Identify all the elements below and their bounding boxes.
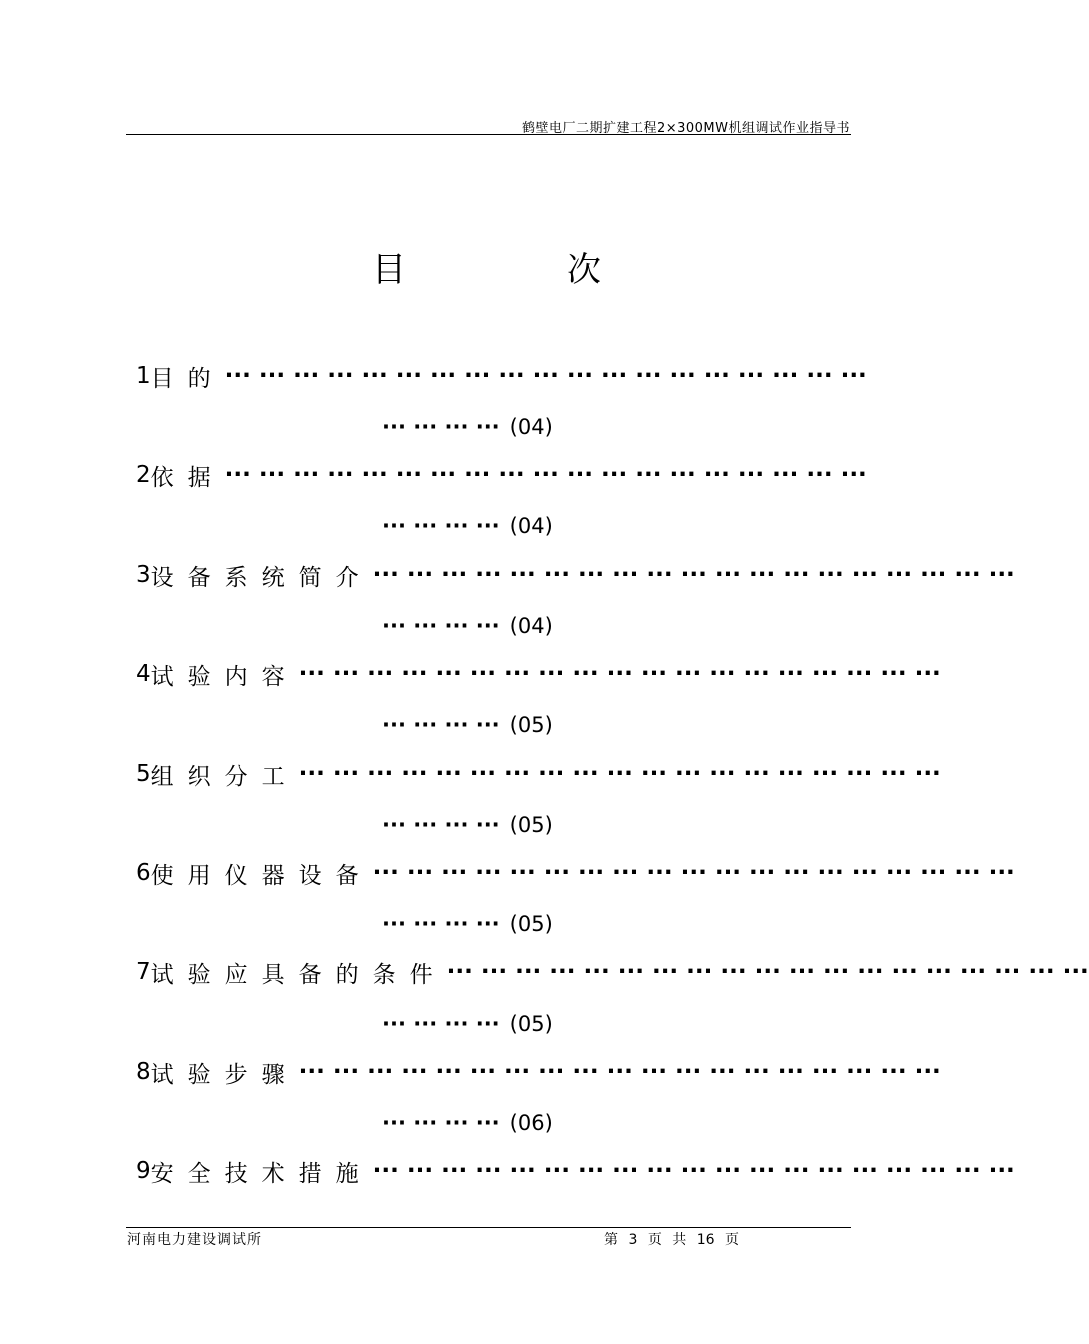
toc-page-dots: ··· ··· ··· ··· <box>382 415 500 439</box>
toc-page-number: (05) <box>509 1012 553 1036</box>
toc-leader-dots: ··· ··· ··· ··· ··· ··· ··· ··· ··· ··· ··· ··· ··· ··· ··· ··· ··· ··· ··· <box>298 1059 941 1085</box>
toc-leader-dots: ··· ··· ··· ··· ··· ··· ··· ··· ··· ··· ··· ··· ··· ··· ··· ··· ··· ··· ··· <box>446 959 1089 985</box>
toc-leader-dots: ··· ··· ··· ··· ··· ··· ··· ··· ··· ··· ··· ··· ··· ··· ··· ··· ··· ··· ··· <box>224 462 867 488</box>
toc-leader-dots: ··· ··· ··· ··· ··· ··· ··· ··· ··· ··· ··· ··· ··· ··· ··· ··· ··· ··· ··· <box>372 860 1015 886</box>
title-char-1: 目 <box>372 250 406 290</box>
footer-page-info <box>604 1229 745 1249</box>
footer-organization: 河南电力建设调试所 <box>127 1232 262 1248</box>
toc-label: 目的 <box>150 365 225 392</box>
toc-label: 依据 <box>150 464 225 491</box>
toc-label: 安全技术措施 <box>150 1160 373 1187</box>
toc-number: 3 <box>136 562 151 588</box>
toc-page-dots: ··· ··· ··· ··· <box>382 514 500 538</box>
toc-label: 试验应具备的条件 <box>150 961 447 988</box>
toc-number: 6 <box>136 860 151 886</box>
toc-page-line-8 <box>382 1108 553 1138</box>
toc-page-dots: ··· ··· ··· ··· <box>382 614 500 638</box>
footer-page-number: 3 <box>628 1232 638 1248</box>
toc-entry-6[interactable] <box>136 858 1015 889</box>
document-title <box>0 242 950 290</box>
toc-label: 设备系统简介 <box>150 564 373 591</box>
toc-number: 8 <box>136 1059 151 1085</box>
toc-page-dots: ··· ··· ··· ··· <box>382 1012 500 1036</box>
toc-label: 试验步骤 <box>150 1061 299 1088</box>
toc-page-line-6 <box>382 909 553 939</box>
toc-page-line-7 <box>382 1009 553 1039</box>
toc-page-dots: ··· ··· ··· ··· <box>382 912 500 936</box>
header-title: 鹤壁电厂二期扩建工程2×300MW机组调试作业指导书 <box>521 121 850 136</box>
toc-page-number: (04) <box>509 614 553 638</box>
toc-page-line-2 <box>382 511 553 541</box>
toc-page-number: (04) <box>509 415 553 439</box>
toc-entry-2[interactable] <box>136 460 867 491</box>
toc-page-line-4 <box>382 710 553 740</box>
footer-total-unit: 页 <box>725 1232 740 1248</box>
toc-leader-dots: ··· ··· ··· ··· ··· ··· ··· ··· ··· ··· ··· ··· ··· ··· ··· ··· ··· ··· ··· <box>298 661 941 687</box>
header-rule <box>126 134 851 135</box>
toc-entry-3[interactable] <box>136 560 1015 591</box>
toc-page-dots: ··· ··· ··· ··· <box>382 813 500 837</box>
toc-entry-4[interactable] <box>136 659 941 690</box>
footer-page-prefix: 第 <box>604 1232 618 1248</box>
footer-total-pages: 16 <box>696 1232 715 1248</box>
toc-entry-9[interactable] <box>136 1156 1015 1187</box>
toc-entry-1[interactable] <box>136 361 867 392</box>
toc-entry-7[interactable] <box>136 957 1089 988</box>
title-char-2: 次 <box>567 250 601 290</box>
toc-page-dots: ··· ··· ··· ··· <box>382 1111 500 1135</box>
toc-number: 7 <box>136 959 151 985</box>
toc-page-number: (05) <box>509 912 553 936</box>
toc-page-line-5 <box>382 810 553 840</box>
toc-entry-8[interactable] <box>136 1057 941 1088</box>
toc-page-number: (05) <box>509 813 553 837</box>
toc-number: 5 <box>136 761 151 787</box>
toc-page-number: (06) <box>509 1111 553 1135</box>
toc-label: 使用仪器设备 <box>150 862 373 889</box>
toc-entry-5[interactable] <box>136 759 941 790</box>
toc-page-number: (05) <box>509 713 553 737</box>
toc-leader-dots: ··· ··· ··· ··· ··· ··· ··· ··· ··· ··· ··· ··· ··· ··· ··· ··· ··· ··· ··· <box>298 761 941 787</box>
footer-total-prefix: 共 <box>672 1232 687 1248</box>
toc-number: 1 <box>136 363 151 389</box>
toc-leader-dots: ··· ··· ··· ··· ··· ··· ··· ··· ··· ··· ··· ··· ··· ··· ··· ··· ··· ··· ··· <box>372 1158 1015 1184</box>
toc-number: 9 <box>136 1158 151 1184</box>
toc-page-line-1 <box>382 412 553 442</box>
toc-page-number: (04) <box>509 514 553 538</box>
toc-leader-dots: ··· ··· ··· ··· ··· ··· ··· ··· ··· ··· ··· ··· ··· ··· ··· ··· ··· ··· ··· <box>224 363 867 389</box>
toc-leader-dots: ··· ··· ··· ··· ··· ··· ··· ··· ··· ··· ··· ··· ··· ··· ··· ··· ··· ··· ··· <box>372 562 1015 588</box>
toc-page-line-3 <box>382 611 553 641</box>
footer-rule <box>126 1227 851 1228</box>
toc-number: 2 <box>136 462 151 488</box>
toc-page-dots: ··· ··· ··· ··· <box>382 713 500 737</box>
toc-label: 试验内容 <box>150 663 299 690</box>
footer-page-unit: 页 <box>647 1232 662 1248</box>
toc-label: 组织分工 <box>150 763 299 790</box>
toc-number: 4 <box>136 661 151 687</box>
